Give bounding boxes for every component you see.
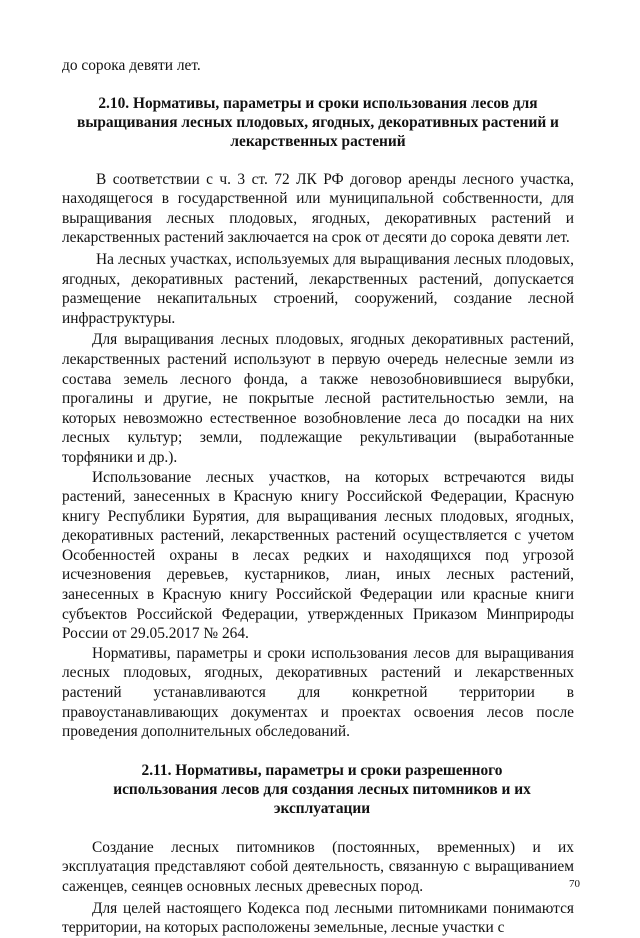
paragraph: Нормативы, параметры и сроки использования лесов для выращивания лесных плодовых, ягодных, декоративных растений и лекарственных растений устанавливаются для конкретной территории в правоустанавливающих документах и проектах освоения лесов после проведения дополнительных обследований. xyxy=(62,644,574,741)
section-heading-2-10: 2.10. Нормативы, параметры и сроки использования лесов для выращивания лесных плодовых, ягодных, декоративных растений и лекарственных растений xyxy=(77,94,559,150)
section-heading-2-11: 2.11. Нормативы, параметры и сроки разрешенного использования лесов для создания лесных питомников и их эксплуатации xyxy=(113,761,531,817)
paragraph: Создание лесных питомников (постоянных, временных) и их эксплуатация представляют собой деятельность, связанную с выращиванием саженцев, сеянцев основных лесных древесных пород. xyxy=(62,838,574,895)
continued-line: до сорока девяти лет. xyxy=(62,57,201,74)
paragraph: Для выращивания лесных плодовых, ягодных декоративных растений, лекарственных растений используют в первую очередь нелесные земли из состава земель лесного фонда, а также невозобновившиеся вырубки, прогалины и другие, не покрытые лесной растительностью земли, на которых невозможно естественное возобновление леса до посадки на них лесных культур; земли, подлежащие рекультивации (выработанные торфяники и др.). xyxy=(62,331,574,466)
paragraph: Использование лесных участков, на которых встречаются виды растений, занесенных в Красную книгу Российской Федерации, Красную книгу Республики Бурятия, для выращивания лесных плодовых, ягодных, декоративных растений, лекарственных растений осуществляется с учетом Особенностей охраны в лесах редких и находящихся под угрозой исчезновения деревьев, кустарников, лиан, иных лесных растений, занесенных в Красную книгу Российской Федерации или красные книги субъектов Российской Федерации, утвержденных Приказом Минприроды России от 29.05.2017 № 264. xyxy=(62,468,574,643)
document-page xyxy=(62,56,574,938)
paragraph: Для целей настоящего Кодекса под лесными питомниками понимаются территории, на которых расположены земельные, лесные участки с xyxy=(62,899,574,937)
page-number: 70 xyxy=(569,878,580,890)
paragraph: В соответствии с ч. 3 ст. 72 ЛК РФ договор аренды лесного участка, находящегося в государственной или муниципальной собственности, для выращивания лесных плодовых, ягодных, декоративных растений и лекарственных растений заключается на срок от десяти до сорока девяти лет. xyxy=(62,170,574,247)
paragraph: На лесных участках, используемых для выращивания лесных плодовых, ягодных, декоративных растений, лекарственных растений, допускается размещение некапитальных строений, сооружений, создание лесной инфраструктуры. xyxy=(62,250,574,327)
